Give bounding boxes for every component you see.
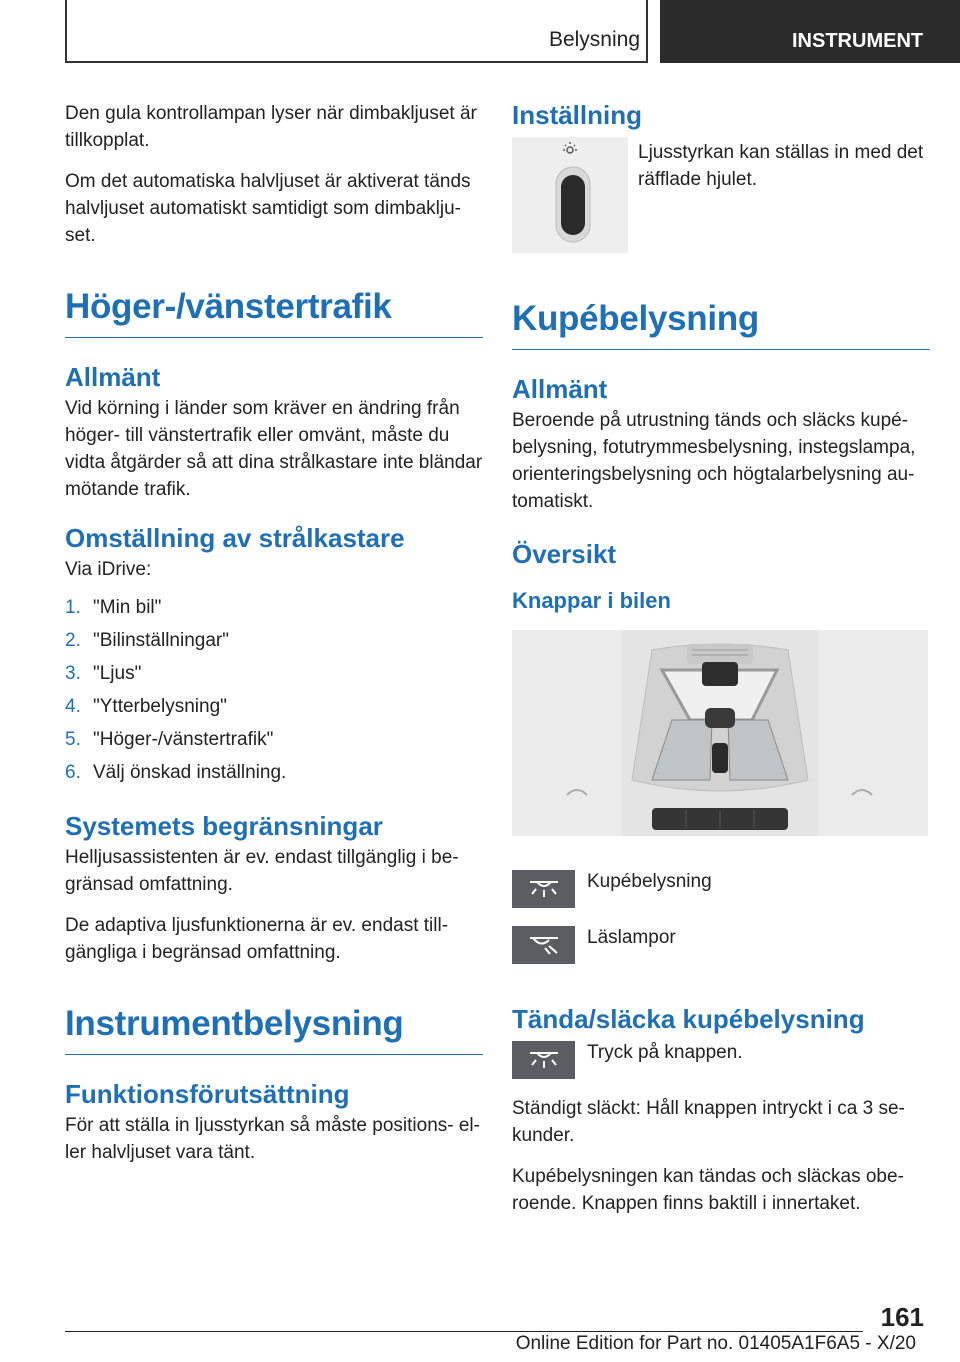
roof-console-illustration xyxy=(512,630,928,836)
list-item: 3. "Ljus" xyxy=(65,663,142,684)
list-item: 2. "Bilinställningar" xyxy=(65,630,229,651)
left-column xyxy=(65,100,483,1180)
legend-reading-light xyxy=(512,926,930,964)
legend-label: Kupébelysning xyxy=(587,871,712,892)
heading-precondition: Funktionsförutsättning xyxy=(65,1079,350,1109)
heading-toggle-interior: Tända/släcka kupébelysning xyxy=(512,1004,865,1034)
heading-setting: Inställning xyxy=(512,100,642,130)
heading-general-left: Allmänt xyxy=(65,362,161,392)
heading-limitations: Systemets begränsningar xyxy=(65,811,383,841)
heading-headlight-switch: Omställning av strålkastare xyxy=(65,523,405,553)
heading-instrument-lighting: Instrumentbelysning xyxy=(65,1004,483,1055)
right-column xyxy=(512,100,930,1231)
heading-general-right: Allmänt xyxy=(512,374,608,404)
edition-text: Online Edition for Part no. 01405A1F6A5 - X/20 xyxy=(515,1333,916,1354)
dimmer-wheel-icon xyxy=(512,137,628,253)
paragraph-precondition: För att ställa in ljusstyrkan så måste positions- eller halvljuset vara tänt. xyxy=(65,1115,480,1163)
paragraph-independent: Kupébelysningen kan tändas och släckas oberoende. Knappen finns baktill i innertaket. xyxy=(512,1166,904,1214)
interior-light-icon xyxy=(512,1041,575,1079)
paragraph-auto-low-beam: Om det automatiska halvljuset är aktiverat tänds halvljuset automatiskt samtidigt som dimbakljuset. xyxy=(65,171,471,246)
header-chapter: INSTRUMENT xyxy=(660,0,960,63)
heading-traffic: Höger-/vänstertrafik xyxy=(65,287,483,338)
paragraph-limits-2: De adaptiva ljusfunktionerna är ev. endast tillgängliga i begränsad omfattning. xyxy=(65,915,449,963)
paragraph-general-traffic: Vid körning i länder som kräver en ändring från höger- till vänstertrafik eller omvänt, måste du vidta åtgärder så att dina strålkastare inte bländar mötande trafik. xyxy=(65,398,483,500)
heading-interior-lighting: Kupébelysning xyxy=(512,299,930,350)
reading-light-icon xyxy=(512,926,575,964)
paragraph-via-idrive: Via iDrive: xyxy=(65,559,152,580)
list-item: 1. "Min bil" xyxy=(65,597,162,618)
paragraph-general-interior: Beroende på utrustning tänds och släcks kupébelysning, fotutrymmesbelysning, instegslampa, orienteringsbelysning och högtalarbelysning automatiskt. xyxy=(512,410,916,512)
heading-buttons-in-car: Knappar i bilen xyxy=(512,588,671,613)
paragraph-always-off: Ständigt släckt: Håll knappen intryckt i ca 3 sekunder. xyxy=(512,1098,905,1146)
paragraph-press: Tryck på knappen. xyxy=(587,1042,743,1063)
setting-block xyxy=(512,137,930,253)
paragraph-setting: Ljusstyrkan kan ställas in med det räfflade hjulet. xyxy=(638,142,924,190)
list-item: 5. "Höger-/vänstertrafik" xyxy=(65,729,274,750)
steps-list xyxy=(65,591,483,789)
list-item: 6. Välj önskad inställning. xyxy=(65,762,287,783)
list-item: 4. "Ytterbelysning" xyxy=(65,696,227,717)
press-instruction xyxy=(512,1041,930,1079)
header-section: Belysning xyxy=(548,28,640,51)
paragraph-limits-1: Helljusassistenten är ev. endast tillgänglig i begränsad omfattning. xyxy=(65,847,459,895)
dimmer-wheel-image xyxy=(512,137,628,253)
legend-interior-light xyxy=(512,870,930,908)
footer-rule xyxy=(65,1331,863,1332)
roof-console-image xyxy=(512,630,928,836)
page-number: 161 xyxy=(880,1302,924,1332)
interior-light-icon xyxy=(512,870,575,908)
heading-overview: Översikt xyxy=(512,539,617,569)
paragraph-fog-indicator: Den gula kontrollampan lyser när dimbakljuset är tillkopplat. xyxy=(65,103,477,151)
legend-label: Läslampor xyxy=(587,927,676,948)
